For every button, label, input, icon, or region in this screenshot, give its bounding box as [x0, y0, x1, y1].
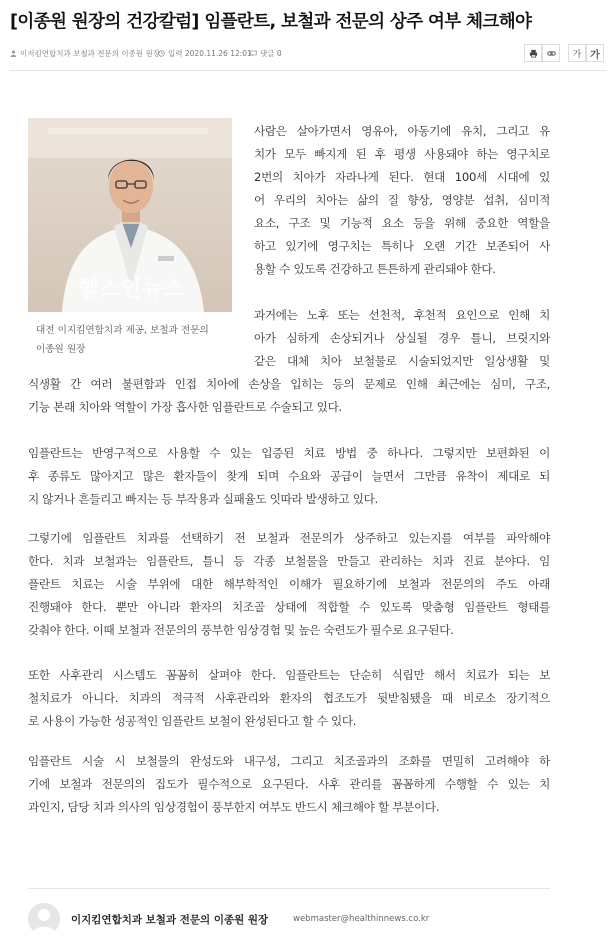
paragraph-3: 임플란트는 반영구적으로 사용할 수 있는 입증된 치료 방법 중 하나다. 그렇지만 보편화된 이 후 종류도 많아지고 많은 환자들이 찾게 되며 수요와 공급이 늘면서 그만큼 유착이 제대로 되 지 않거나 흔들리고 빠지는 등 부작용과 실패율도 잇따라 발생하고 있다.	[28, 446, 550, 506]
paragraph-1: 사람은 살아가면서 영유아, 아동기에 유치, 그리고 유 치가 모두 빠지게 된 후 평생 사용돼야 하는 영구치로 2번의 치아가 자라나게 된다. 현대 100세 시대에 있 어 우리의 치아는 삶의 질 향상, 영양분 섭취, 심미적 요소, 구조 및 기능적 요소 등을 위해 중요한 역할을 하고 있기에 영구치는 특히나 오랜 기간 보존되어 사 용할 수 있도록 건강하고 튼튼하게 관리돼야 한다.	[254, 124, 550, 276]
author-avatar	[28, 903, 60, 935]
header-divider	[10, 70, 606, 71]
print-icon	[529, 49, 538, 58]
font-size-increase-button[interactable]: 가	[586, 44, 604, 62]
meta-author-text: 이지킴연합치과 보철과 전문의 이종원 원장	[20, 49, 160, 58]
meta-author	[10, 48, 160, 59]
print-button[interactable]	[524, 44, 542, 62]
doctor-portrait-image	[28, 118, 232, 312]
author-name: 이지킴연합치과 보철과 전문의 이종원 원장	[71, 914, 269, 926]
avatar-placeholder-icon	[28, 903, 60, 935]
paragraph-4: 그렇기에 임플란트 치과를 선택하기 전 보철과 전문의가 상주하고 있는지를 여부를 파악해야 한다. 치과 보철과는 임플란트, 틀니 등 각종 보철물을 만들고 관리하는 치과 진료 분야다. 임 플란트 치료는 시술 부위에 대한 해부학적인 이해가 필요하기에 보철과 전문의의 주도 아래 진행돼야 한다. 뿐만 아니라 환자의 치조골 상태에 적합할 수 있도록 맞춤형 임플란트 형태를 갖춰야 한다. 이때 보철과 전문의의 풍부한 임상경험 및 높은 숙련도가 필수로 요구된다.	[28, 531, 550, 637]
clock-icon	[158, 50, 165, 57]
article-meta-bar	[10, 44, 606, 64]
meta-date-text: 입력 2020.11.26 12:01	[168, 49, 252, 58]
meta-date	[158, 48, 252, 59]
photo-caption: 대전 이지킴연합치과 제공, 보철과 전문의 이종원 원장	[36, 325, 209, 355]
link-icon	[547, 49, 556, 58]
person-icon	[10, 50, 17, 57]
paragraph-2: 과거에는 노후 또는 선천적, 후천적 요인으로 인해 치 아가 심하게 손상되거나 상실될 경우 틀니, 브릿지와 같은 대체 치아 보철물로 시술되었지만 일상생활 및	[254, 308, 550, 368]
paragraph-2-continued: 식생활 간 여러 불편함과 인접 치아에 손상을 입히는 등의 문제로 인해 최근에는 심미, 구조, 기능 본래 치아와 역할이 가장 흡사한 임플란트로 수술되고 있다.	[28, 377, 550, 414]
paragraph-5: 또한 사후관리 시스템도 꼼꼼히 살펴야 한다. 임플란트는 단순히 식립만 해서 치료가 되는 보 철치료가 아니다. 치과의 적극적 사후관리와 환자의 협조도가 뒷받침됐을 때 비로소 장기적으 로 사용이 가능한 성공적인 임플란트 보철이 완성된다고 할 수 있다.	[28, 668, 550, 728]
paragraph-6: 임플란트 시술 시 보철물의 완성도와 내구성, 그리고 치조골과의 조화를 면밀히 고려해야 하 기에 보철과 전문의의 집도가 필수적으로 요구된다. 사후 관리를 꼼꼼하게 수행할 수 있는 치 과인지, 담당 치과 의사의 임상경험이 풍부한지 여부도 반드시 체크해야 할 부분이다.	[28, 754, 550, 814]
copy-link-button[interactable]	[542, 44, 560, 62]
font-size-decrease-button[interactable]: 가	[568, 44, 586, 62]
meta-comments[interactable]	[250, 48, 282, 59]
article-title: [이종원 원장의 건강칼럼] 임플란트, 보철과 전문의 상주 여부 체크해야	[10, 12, 532, 32]
meta-comments-text[interactable]: 댓글 0	[260, 49, 282, 58]
byline-divider	[28, 888, 550, 889]
watermark-text: 헬스인뉴스	[77, 277, 185, 302]
author-email[interactable]: webmaster@healthinnews.co.kr	[293, 914, 430, 924]
article-photo	[28, 118, 232, 312]
comment-icon	[250, 50, 257, 57]
